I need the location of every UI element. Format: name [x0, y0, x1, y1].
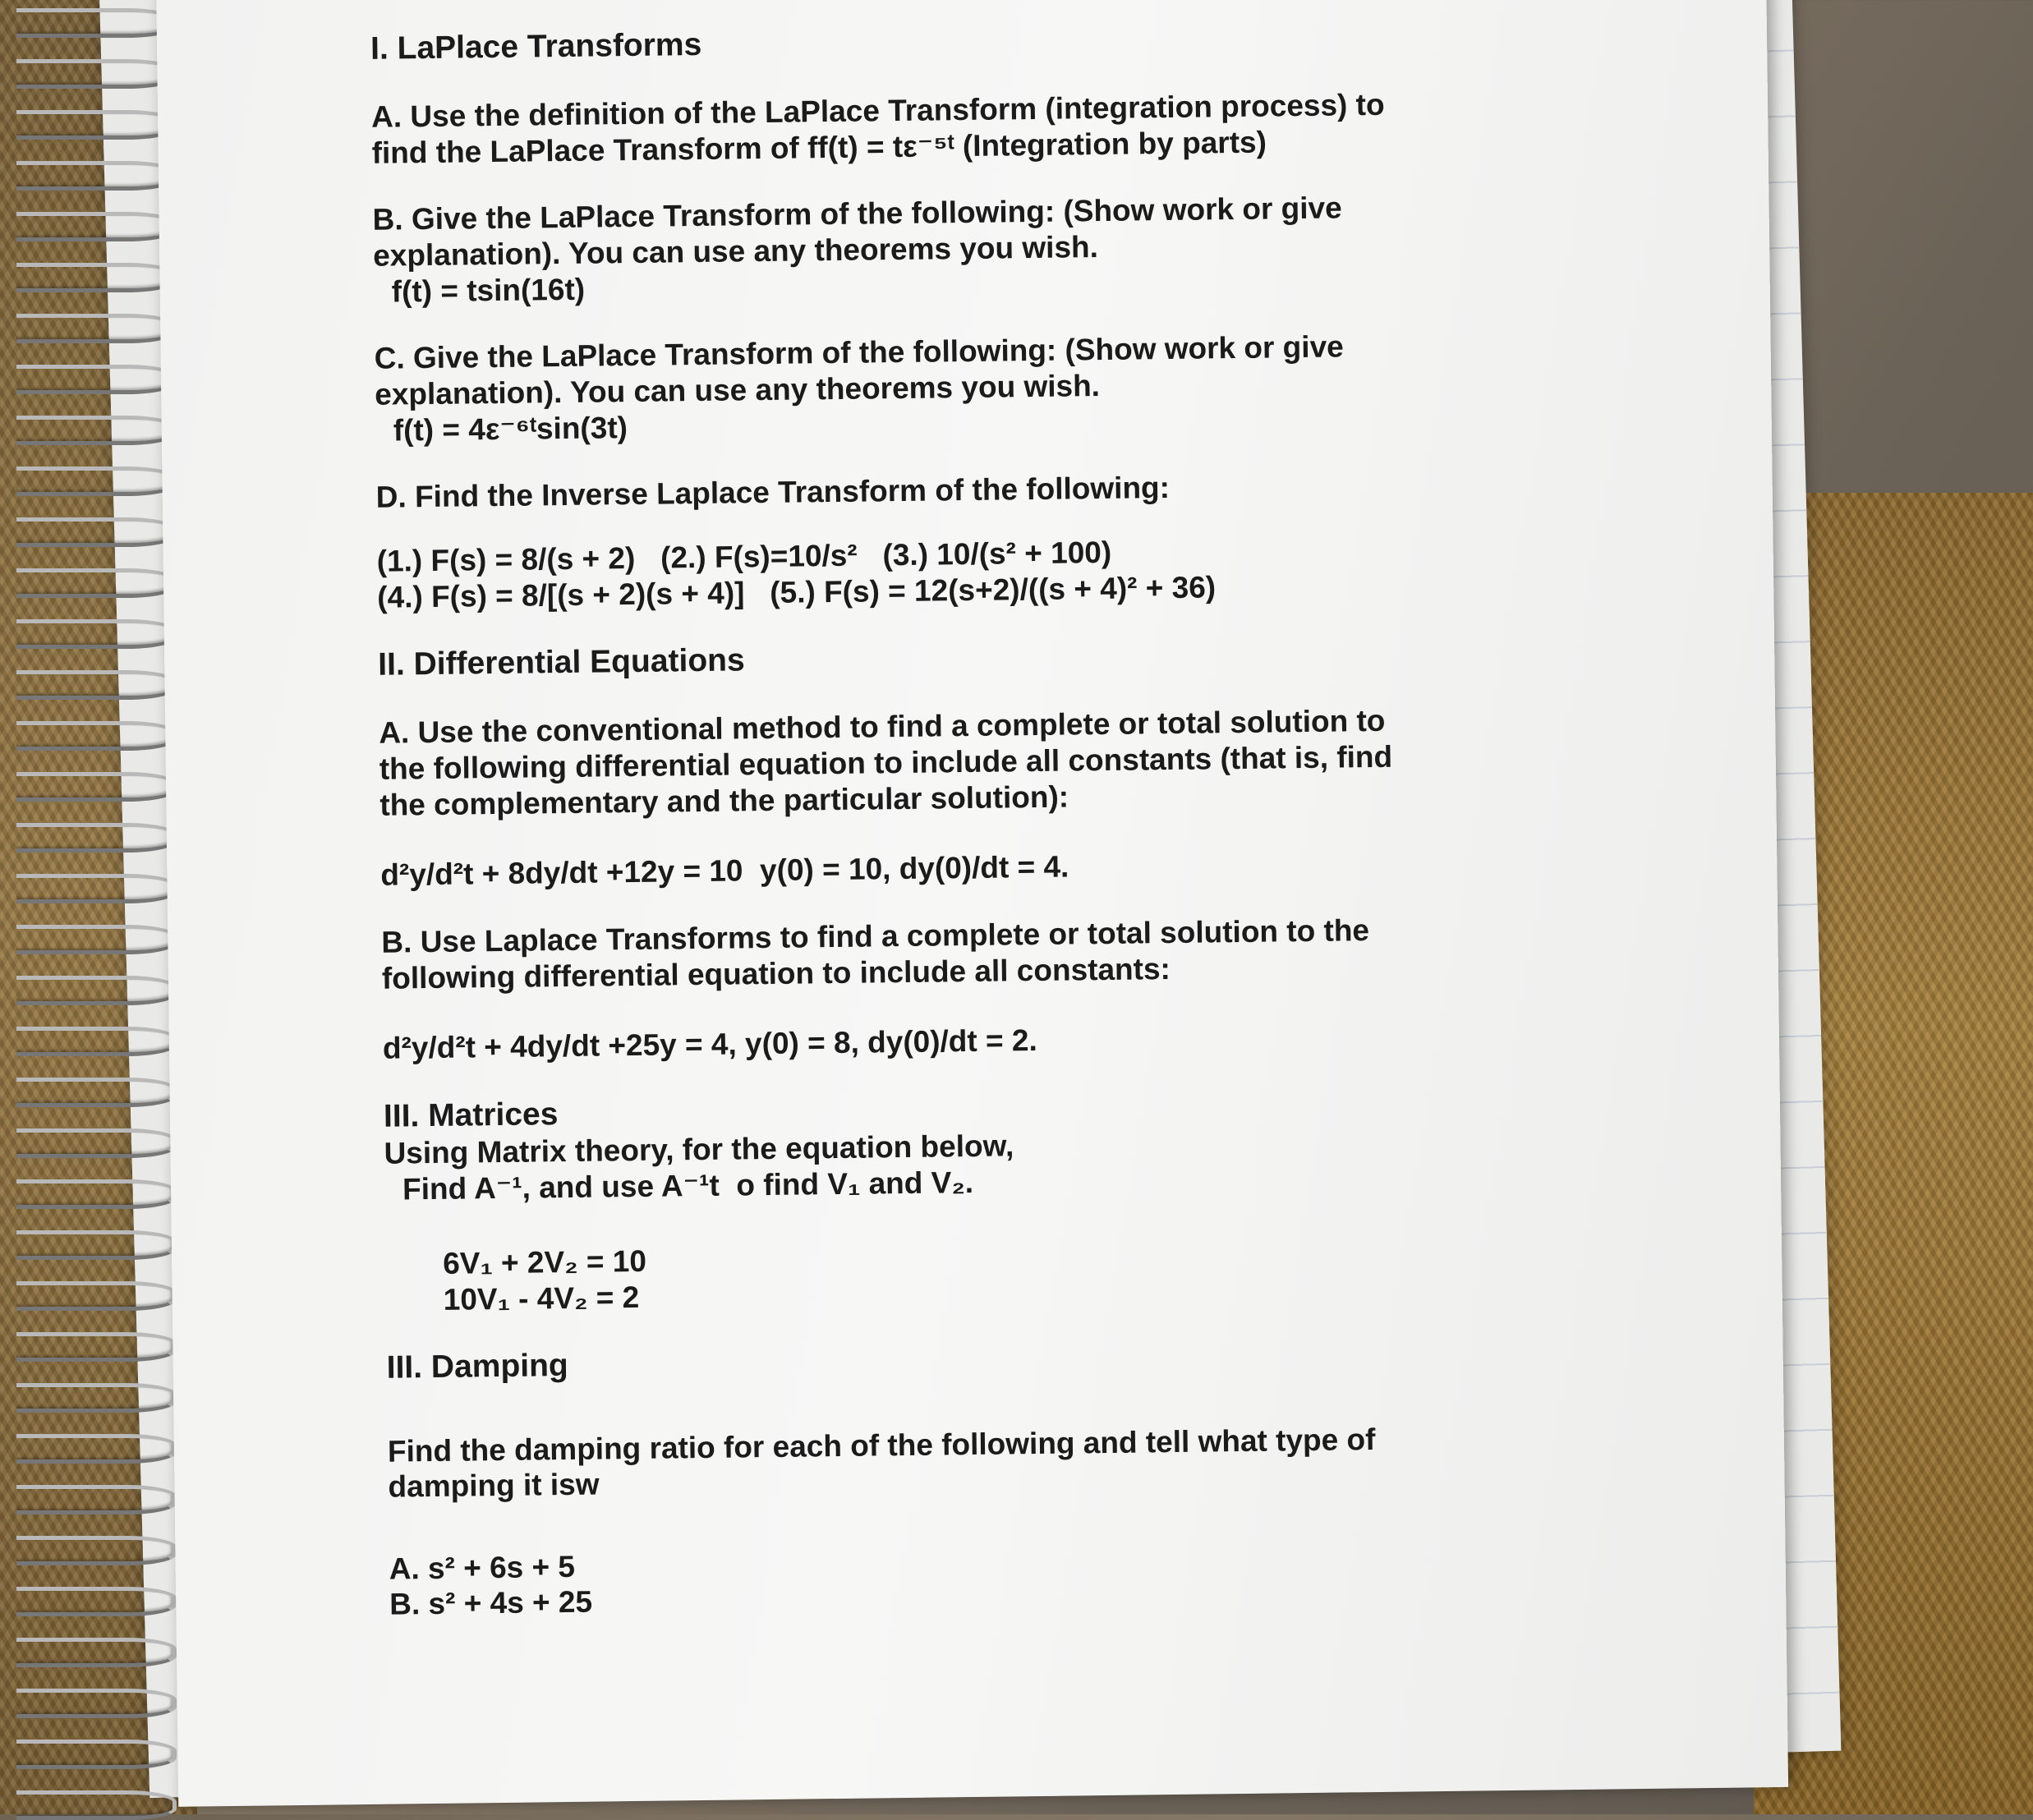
question-2b-equation: d²y/d²t + 4dy/dt +25y = 4, y(0) = 8, dy(0)/dt = 2. [382, 1023, 1037, 1065]
spiral-coil [16, 823, 177, 853]
question-1c-line1: C. Give the LaPlace Transform of the following: (Show work or give [374, 329, 1344, 376]
question-1a [371, 81, 1851, 171]
spiral-coil [16, 772, 177, 802]
section-matrices [384, 1080, 1865, 1319]
spiral-coil [16, 721, 177, 751]
spiral-coil [16, 1027, 177, 1056]
spiral-coil [16, 314, 177, 343]
question-1d-line1: D. Find the Inverse Laplace Transform of the following: [375, 471, 1171, 515]
question-1b-line1: B. Give the LaPlace Transform of the following: (Show work or give [372, 191, 1342, 237]
spiral-coil [16, 976, 177, 1005]
spiral-coil [16, 1740, 177, 1769]
spiral-coil [16, 466, 177, 496]
worksheet-content [370, 12, 1869, 1623]
matrices-equation-2: 10V₁ - 4V₂ = 2 [443, 1280, 640, 1317]
section-diffeq-heading: II. Differential Equations [378, 642, 745, 682]
spiral-coil [16, 1332, 177, 1362]
spiral-coil [16, 1790, 177, 1820]
question-2a-line2: the following differential equation to include all constants (that is, find [379, 739, 1393, 786]
section-laplace-heading: I. LaPlace Transforms [370, 26, 702, 67]
section-matrices-heading: III. Matrices [383, 1096, 559, 1134]
spiral-coil [16, 365, 177, 394]
spiral-coil [16, 416, 177, 445]
matrices-line1: Using Matrix theory, for the equation below, [384, 1128, 1014, 1170]
spiral-coil [16, 263, 177, 292]
question-1b-function: f(t) = tsin(16t) [391, 272, 586, 309]
spiral-coil [16, 874, 177, 903]
spiral-coil [16, 517, 177, 547]
question-2a-equation: d²y/d²t + 8dy/dt +12y = 10 y(0) = 10, dy(0)/dt = 4. [380, 849, 1069, 892]
spiral-coil [16, 110, 177, 140]
spiral-coil [16, 59, 177, 89]
matrices-equation-system [385, 1229, 1865, 1318]
spiral-coil [16, 1128, 177, 1158]
spiral-coil [16, 1485, 177, 1514]
spiral-coil [16, 1434, 177, 1464]
question-1d [376, 462, 1856, 615]
matrices-equation-1: 6V₁ + 2V₂ = 10 [442, 1243, 647, 1281]
question-2a-line1: A. Use the conventional method to find a complete or total solution to [379, 704, 1386, 751]
section-damping [386, 1331, 1868, 1623]
spiral-coil [16, 8, 177, 38]
question-2b-line1: B. Use Laplace Transforms to find a complete or total solution to the [381, 912, 1370, 959]
question-1d-items-row1: (1.) F(s) = 8/(s + 2) (2.) F(s)=10/s² (3.) 10/(s² + 100) [376, 535, 1112, 578]
spiral-coil [16, 1536, 177, 1565]
spiral-coil [16, 1383, 177, 1413]
question-1d-items-row2: (4.) F(s) = 8/[(s + 2)(s + 4)] (5.) F(s) = 12(s+2)/((s + 4)² + 36) [377, 569, 1217, 614]
spiral-coil [16, 1281, 177, 1311]
question-1b [372, 184, 1851, 310]
spiral-coil [16, 670, 177, 700]
damping-line1: Find the damping ratio for each of the following and tell what type of [387, 1422, 1376, 1468]
spiral-binding [16, 0, 181, 1814]
damping-item-b: B. s² + 4s + 25 [389, 1585, 593, 1622]
question-1c-line2: explanation). You can use any theorems you wish. [375, 368, 1101, 411]
worksheet-page [156, 0, 1788, 1807]
spiral-coil [16, 1078, 177, 1107]
spiral-coil [16, 212, 177, 241]
section-diffeq [378, 628, 1856, 684]
question-1b-line2: explanation). You can use any theorems you wish. [372, 229, 1099, 273]
question-1c [374, 323, 1853, 448]
question-2b-line2: following differential equation to include all constants: [381, 951, 1171, 995]
question-1c-function: f(t) = 4ε⁻⁶ᵗsin(3t) [393, 410, 628, 448]
question-1a-line1: A. Use the definition of the LaPlace Transform (integration process) to [370, 87, 1385, 134]
question-1a-line2: find the LaPlace Transform of ff(t) = tε⁻⁵ᵗ (Integration by parts) [371, 125, 1267, 170]
spiral-coil [16, 568, 177, 598]
question-2a [379, 697, 1860, 894]
spiral-coil [16, 1689, 177, 1718]
spiral-coil [16, 1587, 177, 1616]
section-damping-heading: III. Damping [386, 1348, 568, 1386]
question-2a-line3: the complementary and the particular solution): [379, 779, 1069, 822]
spiral-coil [16, 1179, 177, 1209]
damping-line2: damping it isw [388, 1467, 600, 1504]
spiral-coil [16, 161, 177, 191]
question-2b [381, 907, 1861, 1067]
damping-item-a: A. s² + 6s + 5 [389, 1549, 576, 1586]
matrices-line2: Find A⁻¹, and use A⁻¹t o find V₁ and V₂. [402, 1165, 974, 1206]
spiral-coil [16, 925, 177, 954]
spiral-coil [16, 619, 177, 649]
spiral-coil [16, 1638, 177, 1667]
spiral-coil [16, 1230, 177, 1260]
